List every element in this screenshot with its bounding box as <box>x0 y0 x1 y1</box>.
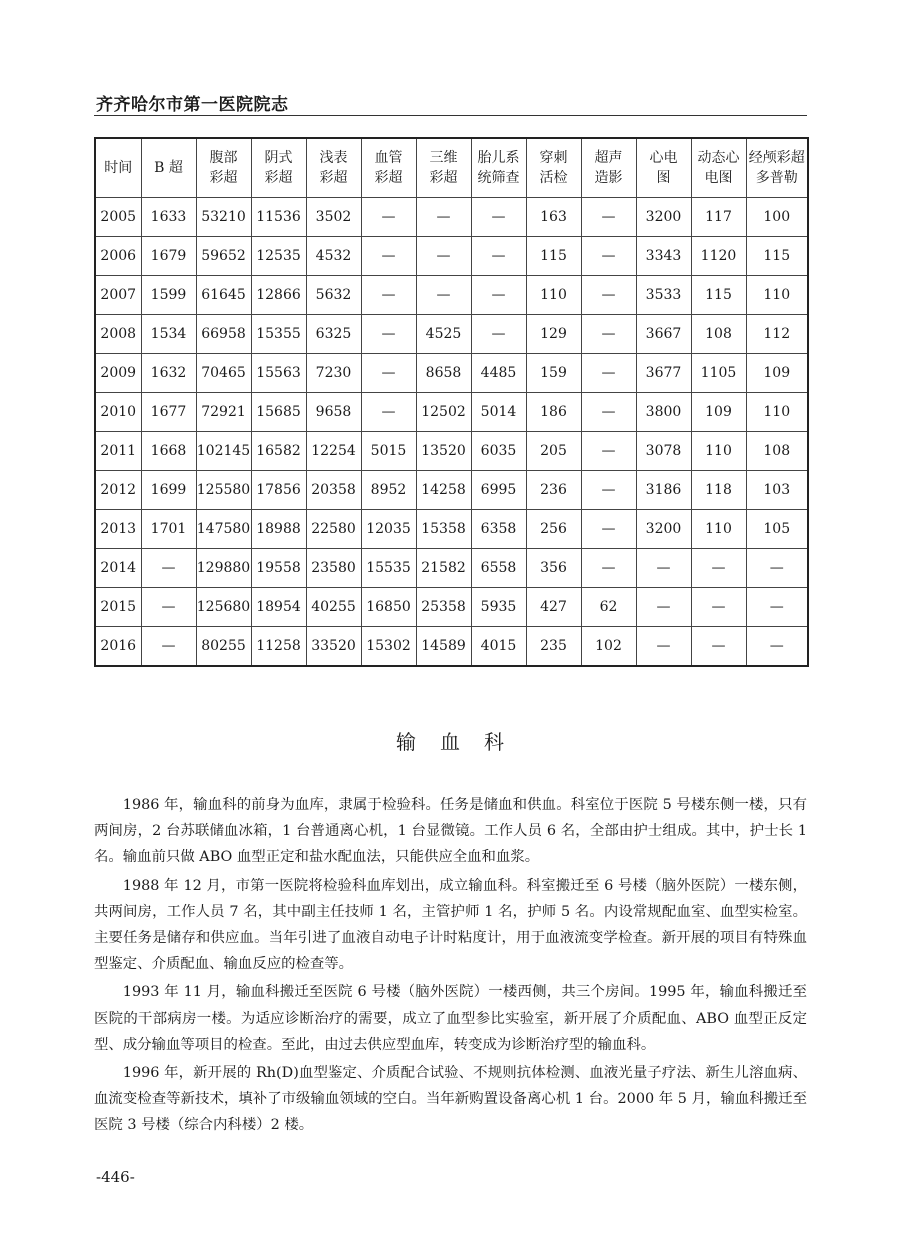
table-cell: 2015 <box>95 588 141 627</box>
table-cell: 108 <box>691 315 746 354</box>
table-cell: 7230 <box>306 354 361 393</box>
table-cell: — <box>581 432 636 471</box>
table-cell: — <box>746 588 808 627</box>
table-cell: 125580 <box>196 471 251 510</box>
paragraph: 1996 年，新开展的 Rh(D)血型鉴定、介质配合试验、不规则抗体检测、血液光量子疗法、新生儿溶血病、血流变检查等新技术，填补了市级输血领域的空白。当年新购置设备离心机 1 台。2000 年 5 月，输血科搬迁至医院 3 号楼（综合内科楼）2 楼。 <box>94 1065 807 1134</box>
table-cell: 16850 <box>361 588 416 627</box>
column-header: 超声 造影 <box>581 138 636 198</box>
column-header: 阴式 彩超 <box>251 138 306 198</box>
table-cell: 70465 <box>196 354 251 393</box>
table-cell: 2012 <box>95 471 141 510</box>
table-cell: 2009 <box>95 354 141 393</box>
table-cell: 2007 <box>95 276 141 315</box>
column-header: 穿刺 活检 <box>526 138 581 198</box>
table-cell: — <box>141 627 196 667</box>
table-cell: 235 <box>526 627 581 667</box>
table-cell: — <box>691 627 746 667</box>
table-cell: — <box>581 237 636 276</box>
table-cell: 12035 <box>361 510 416 549</box>
table-cell: 103 <box>746 471 808 510</box>
table-cell: 3343 <box>636 237 691 276</box>
table-cell: 1701 <box>141 510 196 549</box>
table-cell: 17856 <box>251 471 306 510</box>
table-cell: 3667 <box>636 315 691 354</box>
table-cell: — <box>691 588 746 627</box>
table-cell: — <box>581 315 636 354</box>
table-cell: 2014 <box>95 549 141 588</box>
table-cell: — <box>691 549 746 588</box>
table-cell: 102 <box>581 627 636 667</box>
table-cell: 5632 <box>306 276 361 315</box>
table-cell: — <box>416 237 471 276</box>
header-title: 齐齐哈尔市第一医院院志 <box>96 95 289 115</box>
table-cell: — <box>636 627 691 667</box>
paragraph: 1986 年，输血科的前身为血库，隶属于检验科。任务是储血和供血。科室位于医院 5 号楼东侧一楼，只有两间房，2 台苏联储血冰箱，1 台普通离心机，1 台显微镜。工作人员 6 名，全部由护士组成。其中，护士长 1 名。输血前只做 ABO 血型正定和盐水配血法，只能供应全血和血浆。 <box>94 797 807 866</box>
table-cell: 3677 <box>636 354 691 393</box>
table-cell: 15685 <box>251 393 306 432</box>
table-cell: — <box>581 471 636 510</box>
table-cell: 125680 <box>196 588 251 627</box>
table-cell: 118 <box>691 471 746 510</box>
column-header: B 超 <box>141 138 196 198</box>
table-cell: 2013 <box>95 510 141 549</box>
table-cell: 61645 <box>196 276 251 315</box>
table-row <box>95 510 808 549</box>
table-cell: — <box>471 276 526 315</box>
table-cell: — <box>471 198 526 237</box>
table-cell: — <box>361 198 416 237</box>
table-cell: 1699 <box>141 471 196 510</box>
table-cell: 19558 <box>251 549 306 588</box>
table-cell: 6358 <box>471 510 526 549</box>
table-header-row <box>95 138 808 198</box>
table-cell: — <box>581 354 636 393</box>
table-cell: 163 <box>526 198 581 237</box>
table-cell: 1677 <box>141 393 196 432</box>
table-row <box>95 276 808 315</box>
table-cell: — <box>141 588 196 627</box>
page-number: -446- <box>96 1168 135 1186</box>
table-cell: 72921 <box>196 393 251 432</box>
column-header: 腹部 彩超 <box>196 138 251 198</box>
column-header: 动态心 电图 <box>691 138 746 198</box>
table-cell: 8658 <box>416 354 471 393</box>
table-cell: — <box>746 627 808 667</box>
table-cell: 110 <box>691 510 746 549</box>
table-cell: 2008 <box>95 315 141 354</box>
table-cell: 256 <box>526 510 581 549</box>
table-cell: 147580 <box>196 510 251 549</box>
table-row <box>95 471 808 510</box>
table-cell: — <box>581 198 636 237</box>
table-cell: — <box>361 237 416 276</box>
table-cell: 5015 <box>361 432 416 471</box>
table-cell: 3502 <box>306 198 361 237</box>
table-cell: 15563 <box>251 354 306 393</box>
table-body <box>95 198 808 667</box>
table-cell: 1633 <box>141 198 196 237</box>
table-cell: 12866 <box>251 276 306 315</box>
table-cell: 15535 <box>361 549 416 588</box>
table-cell: — <box>361 276 416 315</box>
column-header: 浅表 彩超 <box>306 138 361 198</box>
paragraph: 1988 年 12 月，市第一医院将检验科血库划出，成立输血科。科室搬迁至 6 号楼（脑外医院）一楼东侧，共两间房，工作人员 7 名，其中副主任技师 1 名，主管护师 1 名，护师 5 名。内设常规配血室、血型实检室。主要任务是储存和供应血。当年引进了血液自动电子计时粘度计，用于血液流变学检查。新开展的项目有特殊血型鉴定、介质配血、输血反应的检查等。 <box>94 877 807 973</box>
table-cell: 109 <box>691 393 746 432</box>
table-cell: 427 <box>526 588 581 627</box>
table-cell: 53210 <box>196 198 251 237</box>
table-cell: — <box>361 354 416 393</box>
table-cell: — <box>581 276 636 315</box>
table-row <box>95 354 808 393</box>
table-cell: 2016 <box>95 627 141 667</box>
table-cell: 22580 <box>306 510 361 549</box>
table-cell: — <box>581 549 636 588</box>
table-cell: 110 <box>746 393 808 432</box>
table-cell: 21582 <box>416 549 471 588</box>
table-cell: 6995 <box>471 471 526 510</box>
table-cell: 2011 <box>95 432 141 471</box>
table-cell: 8952 <box>361 471 416 510</box>
table-cell: — <box>746 549 808 588</box>
table-cell: 110 <box>691 432 746 471</box>
table-row <box>95 237 808 276</box>
table-cell: 205 <box>526 432 581 471</box>
table-cell: 4015 <box>471 627 526 667</box>
table-cell: 1668 <box>141 432 196 471</box>
section-body <box>94 792 807 1141</box>
table-cell: 117 <box>691 198 746 237</box>
paragraph: 1993 年 11 月，输血科搬迁至医院 6 号楼（脑外医院）一楼西侧，共三个房间。1995 年，输血科搬迁至医院的干部病房一楼。为适应诊断治疗的需要，成立了血型参比实验室，新开展了介质配血、ABO 血型正反定型、成分输血等项目的检查。至此，由过去供应型血库，转变成为诊断治疗型的输血科。 <box>94 984 807 1053</box>
table-cell: 3800 <box>636 393 691 432</box>
header-divider <box>94 115 807 116</box>
table-cell: 18954 <box>251 588 306 627</box>
table-cell: 5935 <box>471 588 526 627</box>
table-row <box>95 627 808 667</box>
table-cell: 1679 <box>141 237 196 276</box>
table-cell: 3200 <box>636 198 691 237</box>
table-cell: 16582 <box>251 432 306 471</box>
table-cell: 9658 <box>306 393 361 432</box>
table-cell: 1105 <box>691 354 746 393</box>
table-cell: 4525 <box>416 315 471 354</box>
table-cell: 1120 <box>691 237 746 276</box>
table-cell: 12254 <box>306 432 361 471</box>
column-header: 胎儿系 统筛查 <box>471 138 526 198</box>
column-header: 时间 <box>95 138 141 198</box>
table-cell: 3533 <box>636 276 691 315</box>
table-cell: 115 <box>691 276 746 315</box>
table-cell: 110 <box>526 276 581 315</box>
table-cell: 25358 <box>416 588 471 627</box>
table-cell: 4532 <box>306 237 361 276</box>
table-cell: 14258 <box>416 471 471 510</box>
table-cell: — <box>471 315 526 354</box>
table-cell: — <box>416 198 471 237</box>
table-cell: 115 <box>526 237 581 276</box>
table-cell: — <box>636 588 691 627</box>
table-cell: 6325 <box>306 315 361 354</box>
table-cell: 159 <box>526 354 581 393</box>
table-cell: 33520 <box>306 627 361 667</box>
table-cell: 115 <box>746 237 808 276</box>
column-header: 血管 彩超 <box>361 138 416 198</box>
table-cell: 102145 <box>196 432 251 471</box>
table-cell: 129880 <box>196 549 251 588</box>
table-cell: 186 <box>526 393 581 432</box>
table-cell: 4485 <box>471 354 526 393</box>
table-cell: 5014 <box>471 393 526 432</box>
table-cell: 112 <box>746 315 808 354</box>
table-row <box>95 588 808 627</box>
table-cell: 1632 <box>141 354 196 393</box>
table-cell: 20358 <box>306 471 361 510</box>
table-cell: 2006 <box>95 237 141 276</box>
table-cell: 100 <box>746 198 808 237</box>
table-cell: 15355 <box>251 315 306 354</box>
table-cell: 129 <box>526 315 581 354</box>
table-cell: 11258 <box>251 627 306 667</box>
table-cell: — <box>471 237 526 276</box>
table-cell: 14589 <box>416 627 471 667</box>
table-cell: 6035 <box>471 432 526 471</box>
table-cell: 15358 <box>416 510 471 549</box>
table-cell: 2005 <box>95 198 141 237</box>
table-cell: 59652 <box>196 237 251 276</box>
table-cell: — <box>581 510 636 549</box>
table-cell: 6558 <box>471 549 526 588</box>
table-cell: — <box>581 393 636 432</box>
table-cell: 109 <box>746 354 808 393</box>
table-cell: 12502 <box>416 393 471 432</box>
statistics-table <box>94 137 809 667</box>
table-row <box>95 198 808 237</box>
table-cell: 62 <box>581 588 636 627</box>
table-cell: 1534 <box>141 315 196 354</box>
table-cell: 3200 <box>636 510 691 549</box>
table-cell: — <box>361 393 416 432</box>
table-cell: 3078 <box>636 432 691 471</box>
column-header: 心电 图 <box>636 138 691 198</box>
table-cell: 18988 <box>251 510 306 549</box>
table-cell: 15302 <box>361 627 416 667</box>
table-row <box>95 549 808 588</box>
table-cell: 11536 <box>251 198 306 237</box>
table-row <box>95 432 808 471</box>
table-cell: 66958 <box>196 315 251 354</box>
column-header: 经颅彩超 多普勒 <box>746 138 808 198</box>
table-cell: 236 <box>526 471 581 510</box>
table-cell: 105 <box>746 510 808 549</box>
table-cell: 40255 <box>306 588 361 627</box>
table-cell: 110 <box>746 276 808 315</box>
table-row <box>95 393 808 432</box>
table-cell: 80255 <box>196 627 251 667</box>
table-cell: 12535 <box>251 237 306 276</box>
table-cell: 13520 <box>416 432 471 471</box>
table-cell: — <box>416 276 471 315</box>
section-title: 输血科 <box>396 730 528 754</box>
table-cell: — <box>361 315 416 354</box>
table-cell: — <box>141 549 196 588</box>
table-cell: 108 <box>746 432 808 471</box>
column-header: 三维 彩超 <box>416 138 471 198</box>
table-cell: 2010 <box>95 393 141 432</box>
table-cell: — <box>636 549 691 588</box>
table-cell: 1599 <box>141 276 196 315</box>
table-row <box>95 315 808 354</box>
table-cell: 356 <box>526 549 581 588</box>
table-cell: 23580 <box>306 549 361 588</box>
table-cell: 3186 <box>636 471 691 510</box>
